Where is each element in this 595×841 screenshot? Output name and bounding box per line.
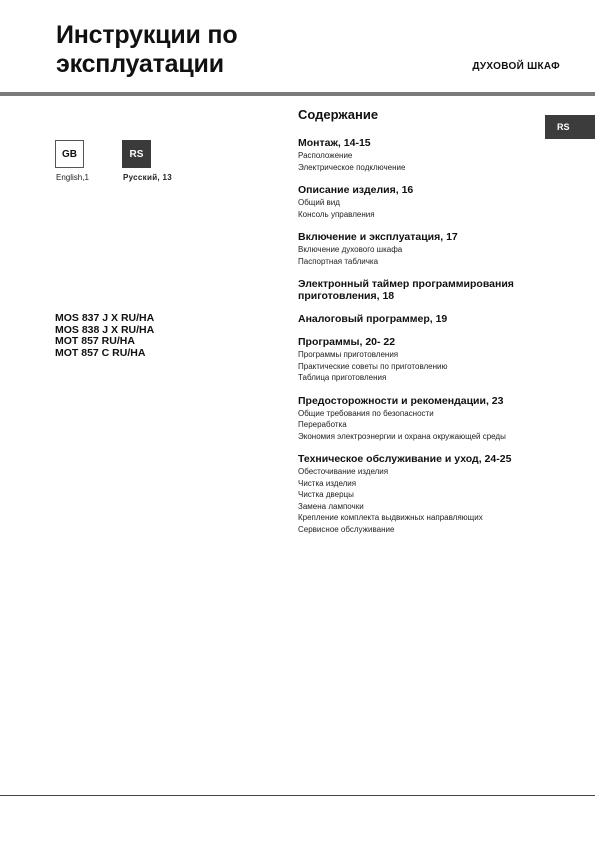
toc-section [298, 336, 548, 384]
toc-item: Расположение [298, 151, 353, 160]
model-item: MOT 857 C RU/HA [55, 346, 146, 359]
toc-section-title: Включение и эксплуатация, 17 [298, 231, 458, 243]
language-box-rs: RS [122, 140, 151, 168]
model-list [55, 313, 154, 359]
toc-section [298, 313, 548, 325]
model-item: MOS 837 J X RU/HA [55, 312, 155, 324]
toc-heading: Содержание [298, 107, 379, 122]
toc-section-title: Предосторожности и рекомендации, 23 [298, 394, 504, 407]
header-divider [0, 92, 595, 96]
language-box-gb: GB [55, 140, 84, 168]
toc-section-title: Программы, 20- 22 [298, 336, 396, 348]
toc-item: Замена лампочки [298, 501, 364, 511]
language-side-tab: RS [545, 115, 595, 139]
toc-item: Электрическое подключение [298, 162, 406, 172]
toc-item: Общие требования по безопасности [298, 408, 434, 418]
toc-item: Таблица приготовления [298, 373, 387, 382]
product-type-label: ДУХОВОЙ ШКАФ [472, 61, 560, 72]
toc-item: Включение духового шкафа [298, 245, 403, 254]
toc-section [298, 395, 548, 443]
toc-item: Обесточивание изделия [298, 467, 389, 476]
model-item: MOS 838 J X RU/HA [55, 323, 155, 336]
toc-section-title: Аналоговый программер, 19 [298, 313, 448, 325]
toc-section-title: Техническое обслуживание и уход, 24-25 [298, 453, 512, 465]
toc-item: Консоль управления [298, 209, 375, 219]
toc-section-title: Описание изделия, 16 [298, 184, 414, 196]
toc-sections [298, 137, 548, 535]
toc-section [298, 231, 548, 267]
toc-item: Экономия электроэнергии и охрана окружающей среды [298, 431, 506, 441]
toc-item: Программы приготовления [298, 350, 399, 359]
toc-item: Крепление комплекта выдвижных направляющих [298, 513, 483, 522]
toc-section [298, 278, 548, 302]
language-label-gb: English,1 [56, 173, 89, 182]
toc-item: Практические советы по приготовлению [298, 361, 448, 371]
language-label-rs: Русский, 13 [123, 173, 172, 182]
toc-item: Переработка [298, 420, 347, 429]
table-of-contents [298, 107, 548, 546]
model-item: MOT 857 RU/HA [55, 335, 135, 347]
footer-divider [0, 795, 595, 796]
toc-section-title: Электронный таймер программирования приготовления, 18 [298, 278, 514, 302]
toc-item: Чистка дверцы [298, 490, 354, 499]
toc-item: Чистка изделия [298, 478, 357, 488]
toc-item: Паспортная табличка [298, 256, 379, 266]
page-title: Инструкции по эксплуатации [56, 21, 238, 78]
toc-section [298, 184, 548, 220]
toc-item: Сервисное обслуживание [298, 524, 395, 534]
toc-item: Общий вид [298, 198, 340, 207]
toc-section-title: Монтаж, 14-15 [298, 137, 371, 149]
toc-section [298, 137, 548, 173]
toc-section [298, 453, 548, 535]
